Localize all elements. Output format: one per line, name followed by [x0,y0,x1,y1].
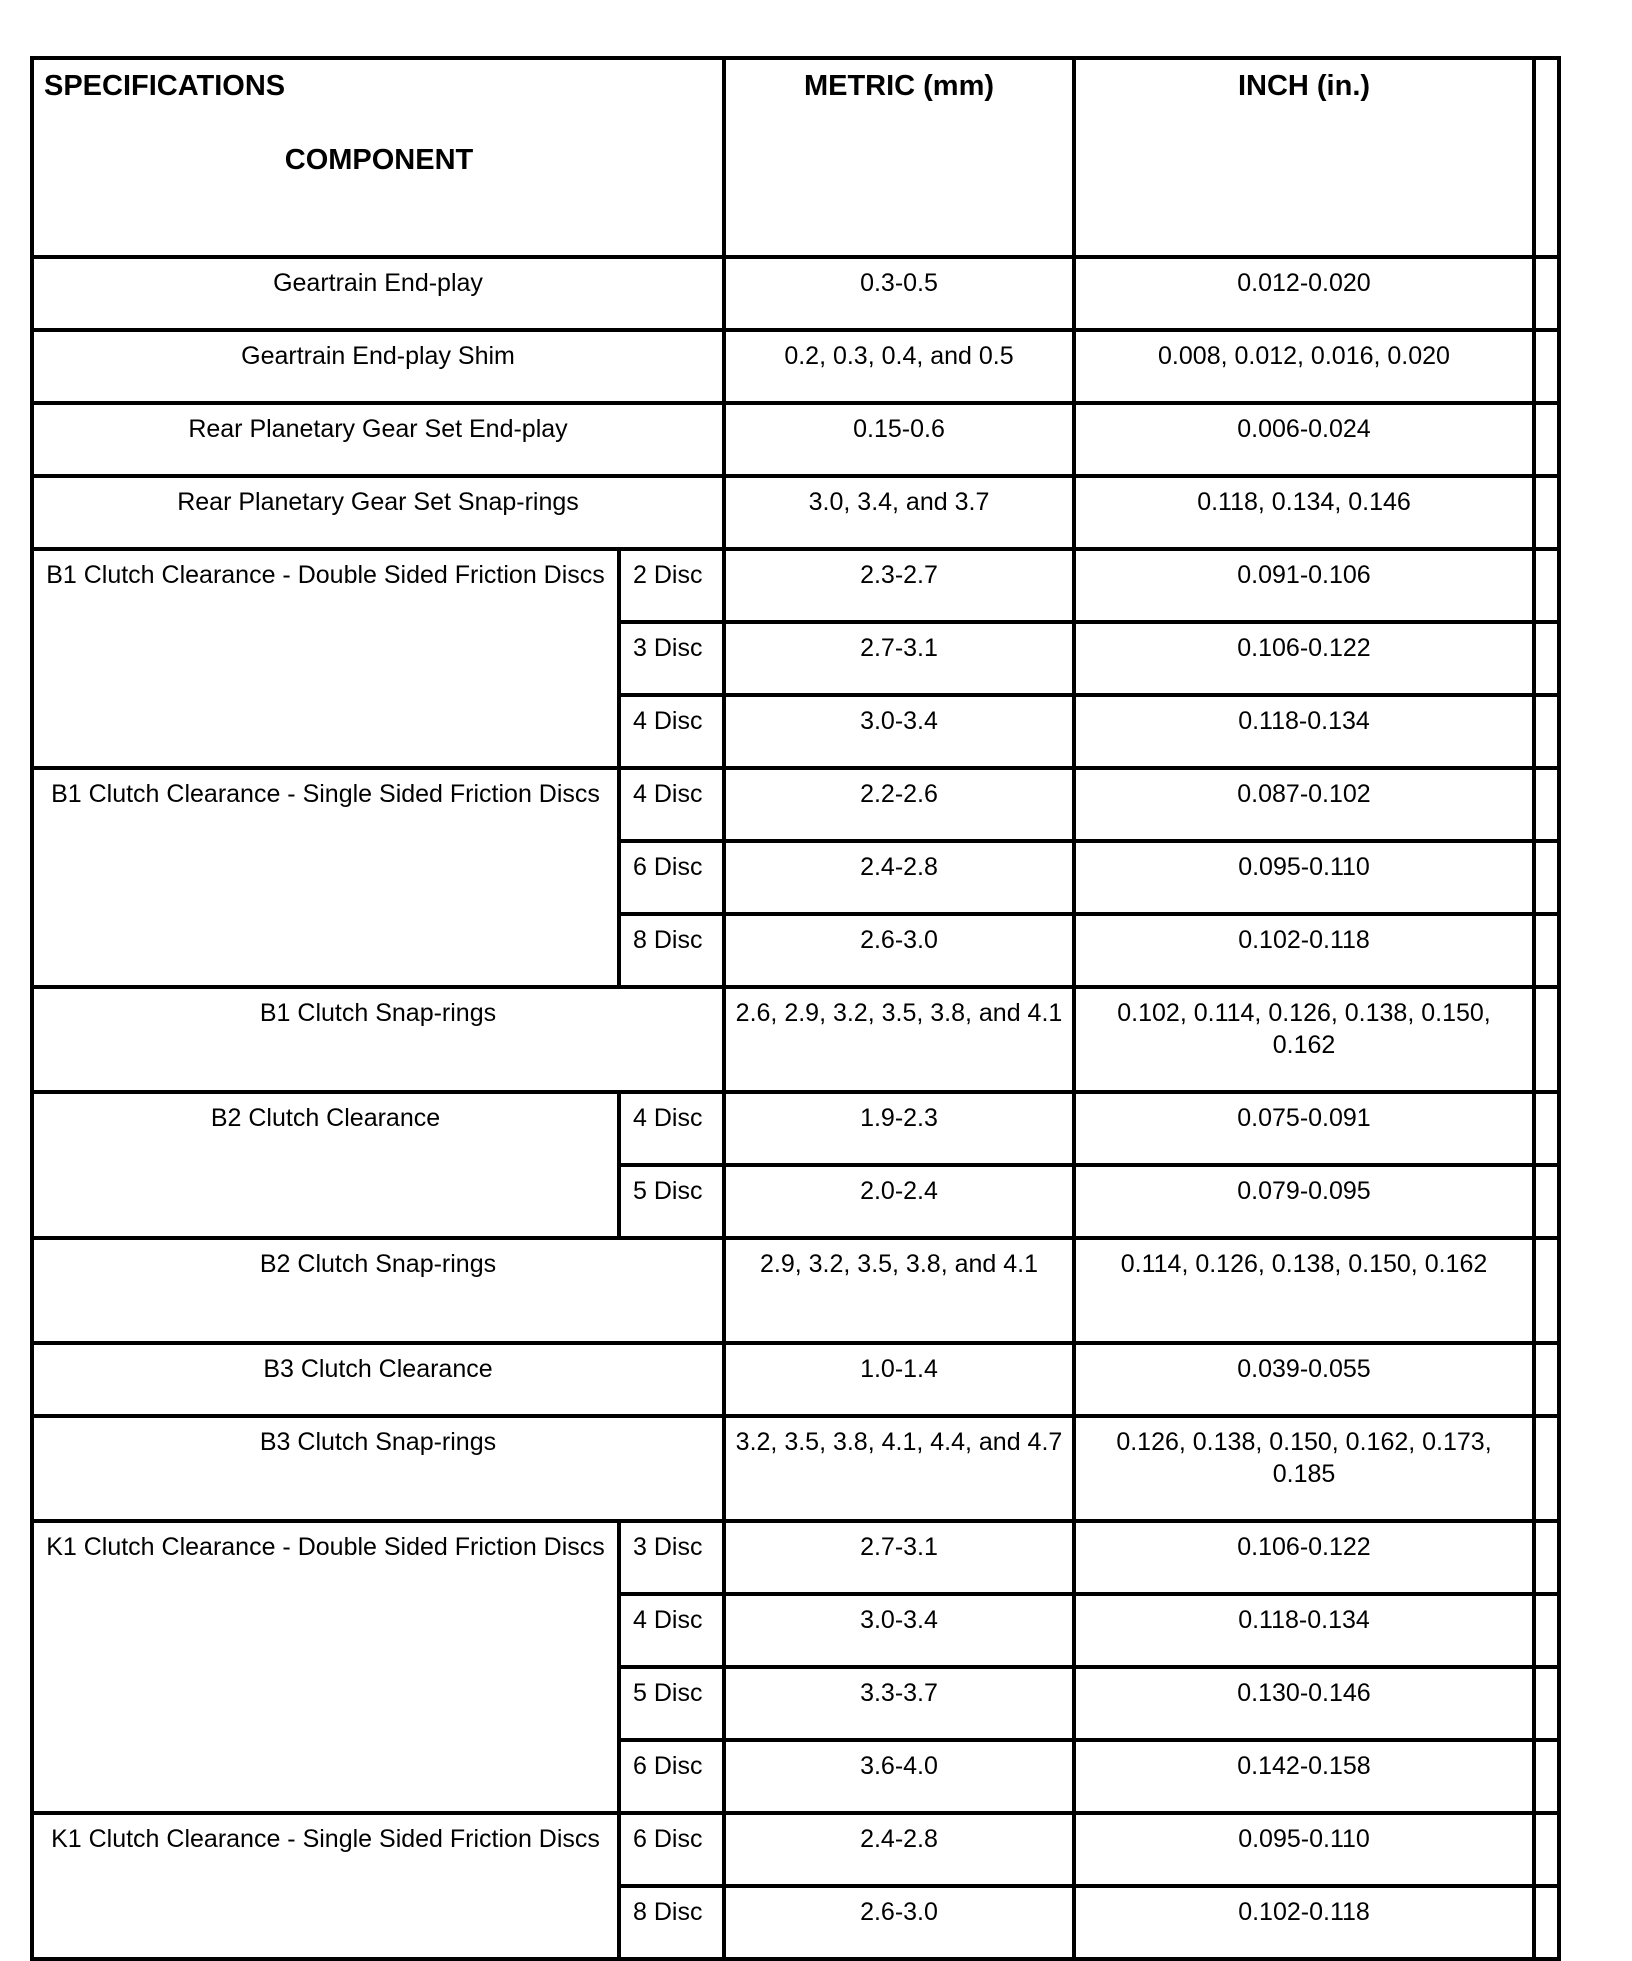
blank-column-cell [1534,1813,1559,1886]
blank-column-cell [1534,1092,1559,1165]
table-row [32,1092,1559,1165]
disc-count-cell: 4 Disc [619,1594,724,1667]
blank-column-cell [1534,768,1559,841]
component-cell: B2 Clutch Snap-rings [32,1238,724,1343]
blank-column-cell [1534,476,1559,549]
blank-column-cell [1534,58,1559,257]
blank-column-cell [1534,1343,1559,1416]
blank-column-cell [1534,987,1559,1092]
inch-cell: 0.114, 0.126, 0.138, 0.150, 0.162 [1074,1238,1534,1343]
blank-column-cell [1534,1886,1559,1959]
header-row [32,58,1559,257]
table-row [32,1238,1559,1343]
table-row [32,403,1559,476]
metric-cell: 0.15-0.6 [724,403,1074,476]
disc-count-cell: 3 Disc [619,1521,724,1594]
component-cell: B1 Clutch Clearance - Single Sided Friction Discs [32,768,619,987]
inch-cell: 0.095-0.110 [1074,1813,1534,1886]
inch-cell: 0.012-0.020 [1074,257,1534,330]
header-inch: INCH (in.) [1074,58,1534,257]
inch-cell: 0.142-0.158 [1074,1740,1534,1813]
header-metric: METRIC (mm) [724,58,1074,257]
blank-column-cell [1534,330,1559,403]
inch-cell: 0.102-0.118 [1074,914,1534,987]
disc-count-cell: 5 Disc [619,1165,724,1238]
blank-column-cell [1534,257,1559,330]
blank-column-cell [1534,695,1559,768]
metric-cell: 3.6-4.0 [724,1740,1074,1813]
header-component-cell [32,58,724,257]
blank-column-cell [1534,914,1559,987]
disc-count-cell: 4 Disc [619,1092,724,1165]
metric-cell: 2.7-3.1 [724,1521,1074,1594]
disc-count-cell: 4 Disc [619,695,724,768]
inch-cell: 0.118-0.134 [1074,695,1534,768]
inch-cell: 0.130-0.146 [1074,1667,1534,1740]
component-cell: Geartrain End-play Shim [32,330,724,403]
inch-cell: 0.008, 0.012, 0.016, 0.020 [1074,330,1534,403]
disc-count-cell: 4 Disc [619,768,724,841]
disc-count-cell: 2 Disc [619,549,724,622]
blank-column-cell [1534,622,1559,695]
table-row [32,257,1559,330]
inch-cell: 0.106-0.122 [1074,1521,1534,1594]
metric-cell: 2.6, 2.9, 3.2, 3.5, 3.8, and 4.1 [724,987,1074,1092]
metric-cell: 2.4-2.8 [724,1813,1074,1886]
table-row [32,549,1559,622]
specifications-table [30,56,1561,1961]
inch-cell: 0.079-0.095 [1074,1165,1534,1238]
disc-count-cell: 5 Disc [619,1667,724,1740]
component-cell: Rear Planetary Gear Set End-play [32,403,724,476]
inch-cell: 0.102, 0.114, 0.126, 0.138, 0.150, 0.162 [1074,987,1534,1092]
disc-count-cell: 3 Disc [619,622,724,695]
metric-cell: 2.0-2.4 [724,1165,1074,1238]
blank-column-cell [1534,841,1559,914]
inch-cell: 0.106-0.122 [1074,622,1534,695]
blank-column-cell [1534,1238,1559,1343]
blank-column-cell [1534,1165,1559,1238]
inch-cell: 0.006-0.024 [1074,403,1534,476]
component-cell: B1 Clutch Clearance - Double Sided Friction Discs [32,549,619,768]
blank-column-cell [1534,549,1559,622]
metric-cell: 3.0-3.4 [724,1594,1074,1667]
component-cell: K1 Clutch Clearance - Double Sided Friction Discs [32,1521,619,1813]
inch-cell: 0.039-0.055 [1074,1343,1534,1416]
component-cell: Rear Planetary Gear Set Snap-rings [32,476,724,549]
metric-cell: 2.3-2.7 [724,549,1074,622]
inch-cell: 0.118, 0.134, 0.146 [1074,476,1534,549]
table-row [32,987,1559,1092]
disc-count-cell: 6 Disc [619,1813,724,1886]
metric-cell: 2.7-3.1 [724,622,1074,695]
blank-column-cell [1534,1521,1559,1594]
metric-cell: 3.0-3.4 [724,695,1074,768]
inch-cell: 0.102-0.118 [1074,1886,1534,1959]
table-row [32,1416,1559,1521]
component-cell: K1 Clutch Clearance - Single Sided Friction Discs [32,1813,619,1959]
blank-column-cell [1534,1667,1559,1740]
component-cell: B1 Clutch Snap-rings [32,987,724,1092]
table-row [32,476,1559,549]
disc-count-cell: 8 Disc [619,1886,724,1959]
metric-cell: 0.2, 0.3, 0.4, and 0.5 [724,330,1074,403]
blank-column-cell [1534,403,1559,476]
blank-column-cell [1534,1594,1559,1667]
inch-cell: 0.118-0.134 [1074,1594,1534,1667]
disc-count-cell: 6 Disc [619,841,724,914]
component-cell: B3 Clutch Snap-rings [32,1416,724,1521]
table-row [32,768,1559,841]
metric-cell: 2.6-3.0 [724,914,1074,987]
metric-cell: 2.6-3.0 [724,1886,1074,1959]
disc-count-cell: 6 Disc [619,1740,724,1813]
blank-column-cell [1534,1416,1559,1521]
metric-cell: 2.2-2.6 [724,768,1074,841]
table-row [32,1521,1559,1594]
table-row [32,330,1559,403]
component-cell: B3 Clutch Clearance [32,1343,724,1416]
inch-cell: 0.126, 0.138, 0.150, 0.162, 0.173, 0.185 [1074,1416,1534,1521]
component-cell: B2 Clutch Clearance [32,1092,619,1238]
inch-cell: 0.095-0.110 [1074,841,1534,914]
metric-cell: 1.9-2.3 [724,1092,1074,1165]
disc-count-cell: 8 Disc [619,914,724,987]
metric-cell: 0.3-0.5 [724,257,1074,330]
blank-column-cell [1534,1740,1559,1813]
inch-cell: 0.087-0.102 [1074,768,1534,841]
metric-cell: 2.4-2.8 [724,841,1074,914]
component-cell: Geartrain End-play [32,257,724,330]
metric-cell: 3.0, 3.4, and 3.7 [724,476,1074,549]
metric-cell: 3.2, 3.5, 3.8, 4.1, 4.4, and 4.7 [724,1416,1074,1521]
header-component: COMPONENT [284,144,474,176]
header-specifications: SPECIFICATIONS [44,70,286,102]
table-row [32,1813,1559,1886]
metric-cell: 3.3-3.7 [724,1667,1074,1740]
metric-cell: 2.9, 3.2, 3.5, 3.8, and 4.1 [724,1238,1074,1343]
inch-cell: 0.091-0.106 [1074,549,1534,622]
metric-cell: 1.0-1.4 [724,1343,1074,1416]
inch-cell: 0.075-0.091 [1074,1092,1534,1165]
table-row [32,1343,1559,1416]
